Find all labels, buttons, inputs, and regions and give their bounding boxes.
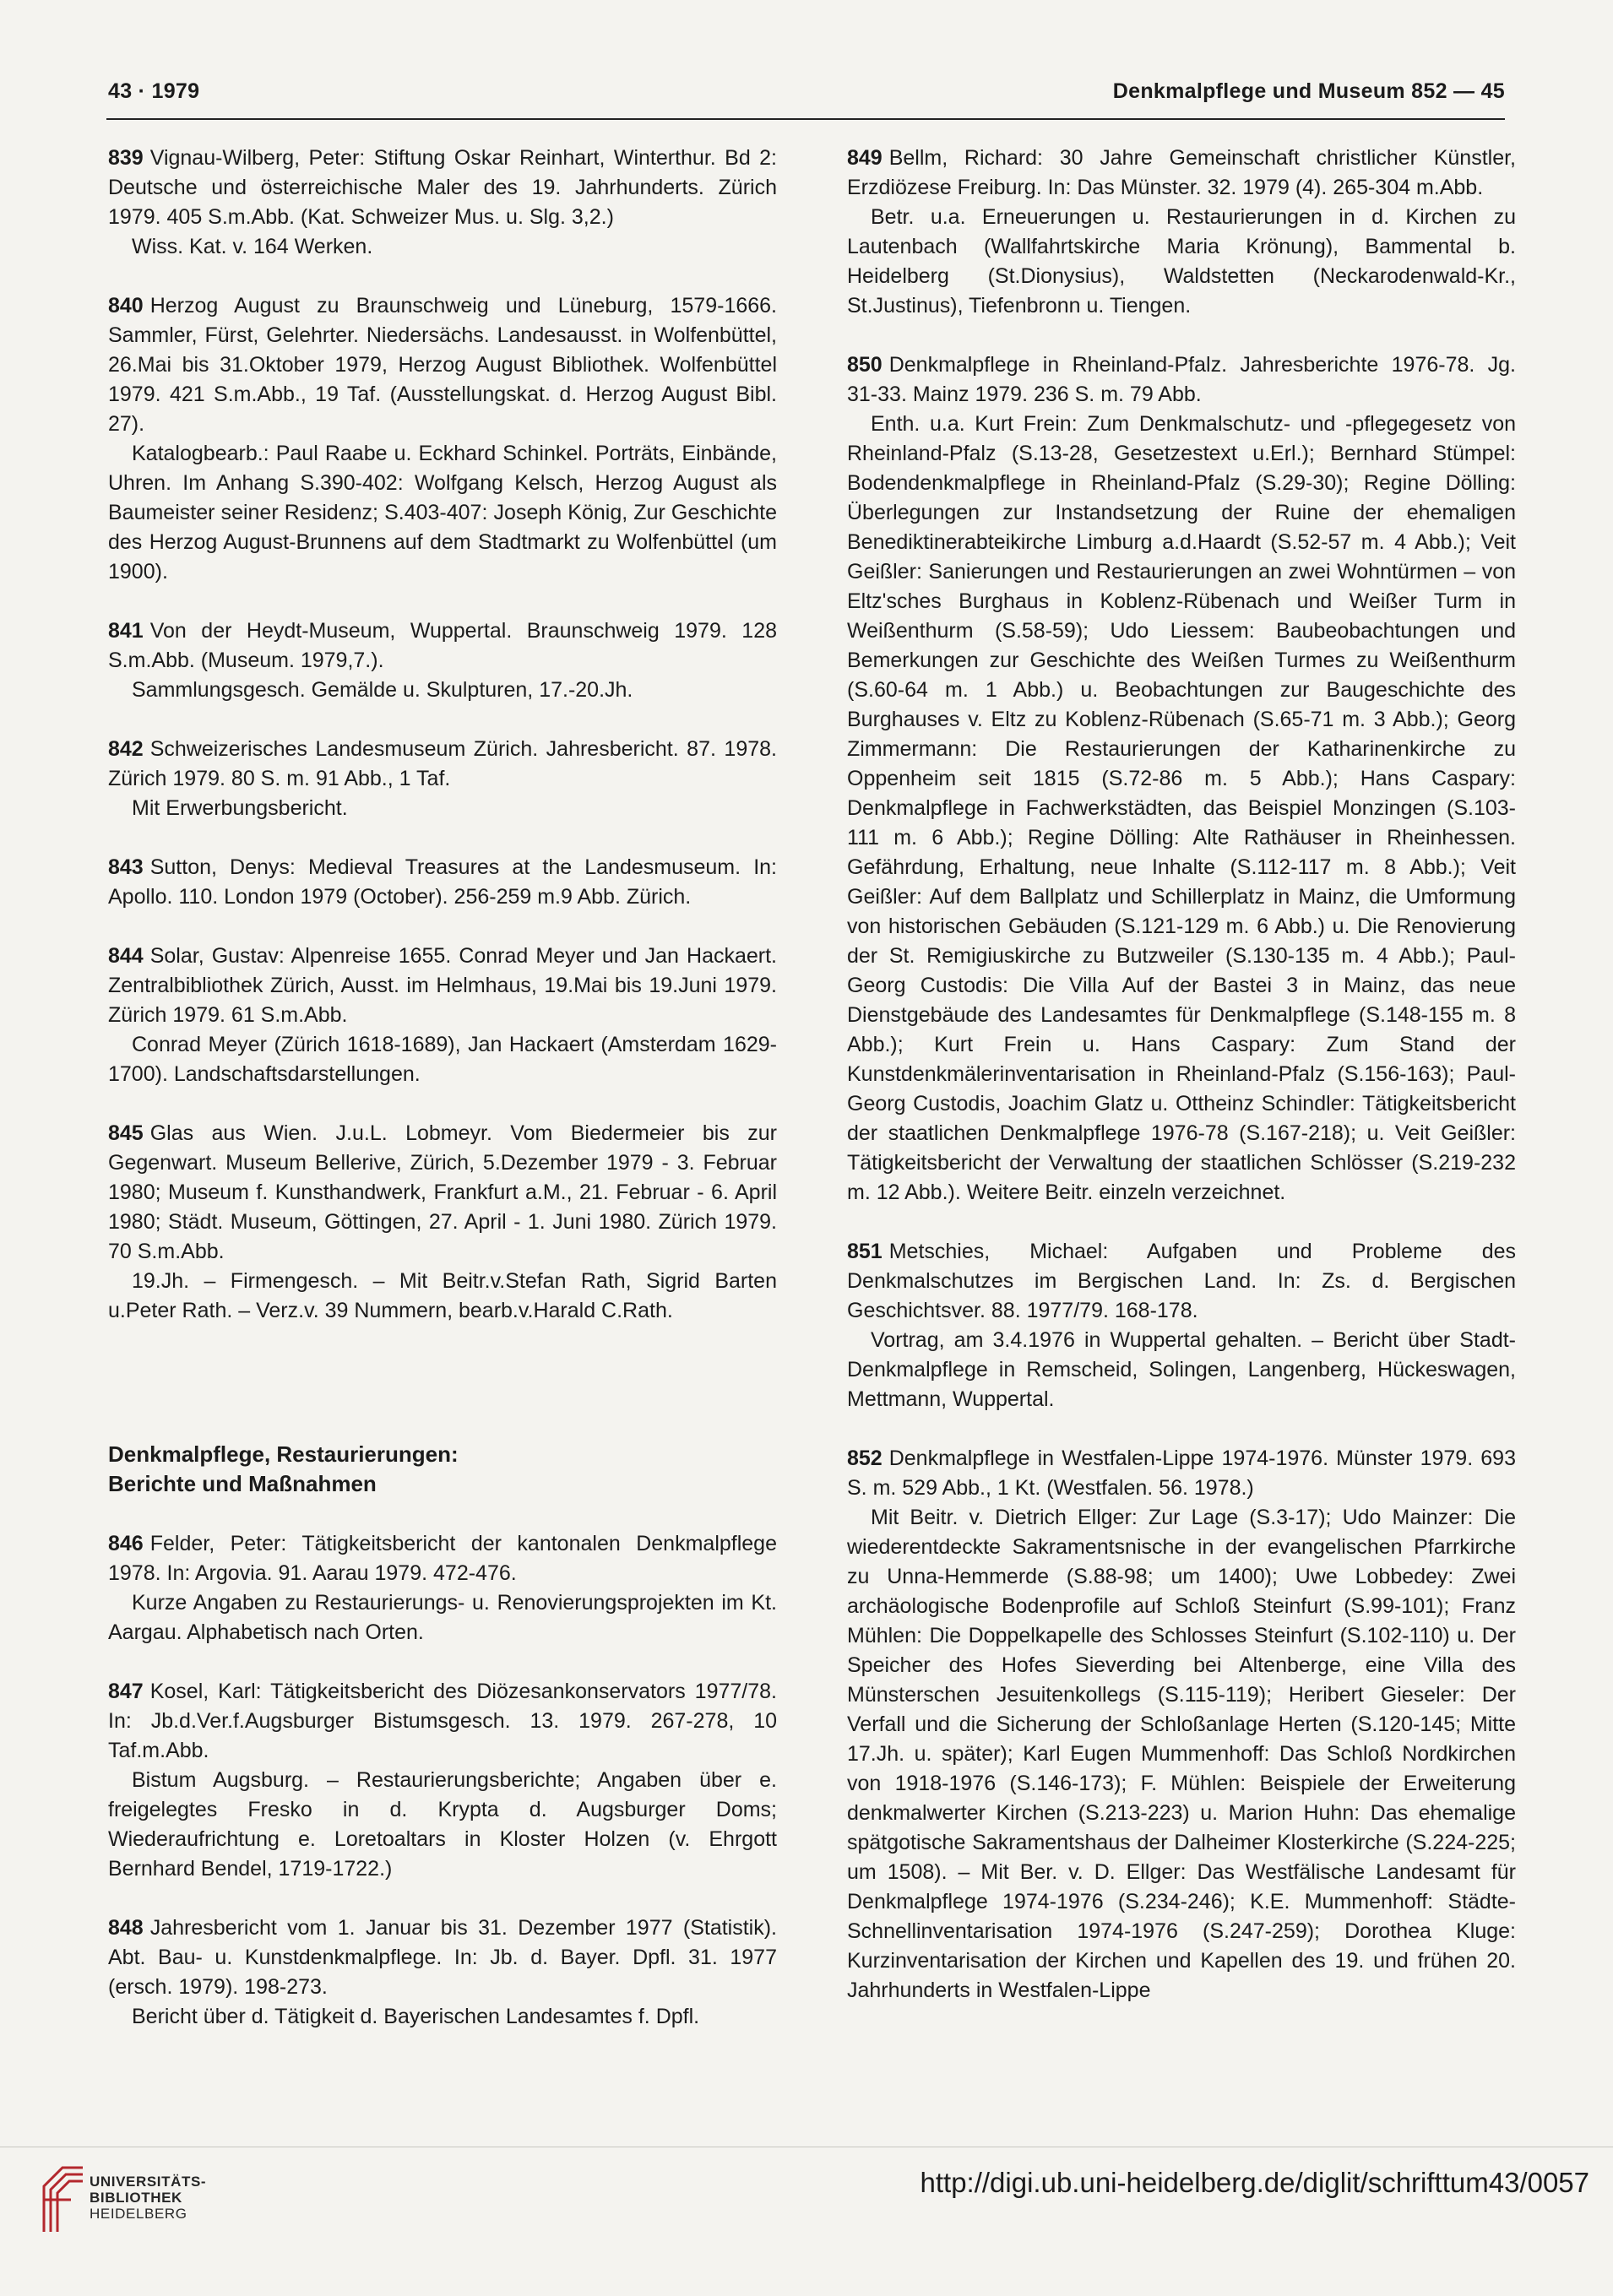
entry-citation [108, 1529, 777, 1588]
right-column [847, 144, 1516, 2035]
left-entries-top [108, 144, 777, 1326]
entry-text: Solar, Gustav: Alpenreise 1655. Conrad Meyer und Jan Hackaert. Zentralbibliothek Zürich, Ausst. im Helmhaus, 19.Mai bis 19.Juni 1979. Zürich 1979. 61 S.m.Abb. [108, 944, 777, 1027]
entry-text: Von der Heydt-Museum, Wuppertal. Braunschweig 1979. 128 S.m.Abb. (Museum. 1979,7.). [108, 619, 777, 672]
library-name-line-3: HEIDELBERG [90, 2206, 187, 2222]
entry-annotation: Bistum Augsburg. – Restaurierungsberichte; Angaben über e. freigelegtes Fresko in d. Krypta d. Augsburger Doms; Wiederaufrichtung e. Loretoaltars in Kloster Holzen (v. Ehrgott Bernhard Bendel, 1719-1722.) [108, 1768, 777, 1881]
running-header-left: 43 · 1979 [108, 79, 200, 103]
entry-number: 847 [108, 1680, 144, 1703]
entry-number: 845 [108, 1121, 144, 1145]
entry-citation [108, 1677, 777, 1766]
header-rule [106, 118, 1505, 120]
section-heading-line-2: Berichte und Maßnahmen [108, 1471, 377, 1496]
entry-citation [108, 735, 777, 794]
entry-number: 852 [847, 1447, 883, 1470]
entry-number: 842 [108, 737, 144, 761]
entry-annotation: Wiss. Kat. v. 164 Werken. [132, 235, 373, 258]
entry-citation [108, 1119, 777, 1267]
entry-text: Herzog August zu Braunschweig und Lüneburg, 1579-1666. Sammler, Fürst, Gelehrter. Niedersächs. Landesausst. in Wolfenbüttel, 26.Mai bis 31.Oktober 1979, Herzog August Bibliothek. Wolfenbüttel 1979. 421 S.m.Abb., 19 Taf. (Ausstellungskat. d. Herzog August Bibl. 27). [108, 294, 777, 436]
entry-citation [108, 616, 777, 676]
left-entries-bottom [108, 1529, 777, 2032]
entry-number: 851 [847, 1240, 883, 1263]
entry-annotation: Katalogbearb.: Paul Raabe u. Eckhard Schinkel. Porträts, Einbände, Uhren. Im Anhang S.390-402: Wolfgang Kelsch, Herzog August als Baumeister seiner Residenz; S.403-407: Joseph König, Zur Geschichte des Herzog August-Brunnens auf dem Stadtmarkt zu Wolfenbüttel (um 1900). [108, 442, 777, 583]
entry-citation [108, 144, 777, 232]
entry-annotation: Enth. u.a. Kurt Frein: Zum Denkmalschutz- und -pflegegesetz von Rheinland-Pfalz (S.13-28, Gesetzestext u.Erl.); Bernhard Stümpel: Bodendenkmalpflege in Rheinland-Pfalz (S.29-30); Regine Dölling: Überlegungen zur Instandsetzung der Ruine der ehemaligen Benediktinerabteikirche Limburg a.d.Haardt (S.52-57 m. 4 Abb.); Veit Geißler: Sanierungen und Restaurierungen an zwei Wohntürmen – von Eltz'sches Burghaus in Koblenz-Rübenach und Weißer Turm in Weißenthurm (S.58-59); Udo Liessem: Baubeobachtungen und Bemerkungen zur Geschichte des Weißen Turmes zu Weißenthurm (S.60-64 m. 1 Abb.) u. Beobachtungen zur Baugeschichte des Burghauses v. Eltz zu Koblenz-Rübenach (S.65-71 m. 3 Abb.); Georg Zimmermann: Die Restaurierungen der Katharinenkirche zu Oppenheim seit 1815 (S.72-86 m. 5 Abb.); Hans Caspary: Denkmalpflege in Fachwerkstädten, das Beispiel Monzingen (S.103-111 m. 6 Abb.); Regine Dölling: Alte Rathäuser in Rheinhessen. Gefährdung, Erhaltung, neue Inhalte (S.112-117 m. 8 Abb.); Veit Geißler: Auf dem Ballplatz und Schillerplatz in Mainz, die Umformung von historischen Gebäuden (S.121-129 m. 6 Abb.) u. Die Renovierung der St. Remigiuskirche zu Butzweiler (S.130-135 m. 4 Abb.); Paul-Georg Custodis: Die Villa Auf der Bastei 3 in Mainz, das neue Dienstgebäude des Landesamtes für Denkmalpflege (S.148-155 m. 8 Abb.); Kurt Frein u. Hans Caspary: Zum Stand der Kunstdenkmälerinventarisation in Rheinland-Pfalz (S.156-163); Paul-Georg Custodis, Joachim Glatz u. Ottheinz Schindler: Tätigkeitsbericht der staatlichen Denkmalpflege 1976-78 (S.167-218); u. Veit Geißler: Tätigkeitsbericht der Verwaltung der staatlichen Schlösser (S.219-232 m. 12 Abb.). Weitere Beitr. einzeln verzeichnet. [847, 412, 1516, 1204]
entry-annotation: Kurze Angaben zu Restaurierungs- u. Renovierungsprojekten im Kt. Aargau. Alphabetisch nach Orten. [108, 1591, 777, 1644]
entry-text: Felder, Peter: Tätigkeitsbericht der kantonalen Denkmalpflege 1978. In: Argovia. 91. Aarau 1979. 472-476. [108, 1532, 777, 1585]
bibliography-entry [108, 942, 777, 1089]
library-name-line-2: BIBLIOTHEK [90, 2190, 182, 2206]
bibliography-entry [108, 1913, 777, 2032]
bibliography-entry [108, 144, 777, 262]
bibliography-entry [847, 144, 1516, 321]
entry-text: Schweizerisches Landesmuseum Zürich. Jahresbericht. 87. 1978. Zürich 1979. 80 S. m. 91 Abb., 1 Taf. [108, 737, 777, 790]
entry-number: 844 [108, 944, 144, 968]
bibliography-entry [108, 735, 777, 823]
entry-text: Vignau-Wilberg, Peter: Stiftung Oskar Reinhart, Winterthur. Bd 2: Deutsche und österreichische Maler des 19. Jahrhunderts. Zürich 1979. 405 S.m.Abb. (Kat. Schweizer Mus. u. Slg. 3,2.) [108, 146, 777, 229]
entry-number: 840 [108, 294, 144, 318]
entry-number: 850 [847, 353, 883, 377]
library-name-line-1: UNIVERSITÄTS- [90, 2174, 207, 2190]
bibliography-entry [108, 1677, 777, 1884]
running-header-right: Denkmalpflege und Museum 852 — 45 [1112, 79, 1505, 103]
entry-citation [847, 144, 1516, 203]
section-heading [108, 1440, 777, 1499]
entry-text: Denkmalpflege in Westfalen-Lippe 1974-1976. Münster 1979. 693 S. m. 529 Abb., 1 Kt. (Westfalen. 56. 1978.) [847, 1447, 1516, 1500]
entry-citation [108, 1913, 777, 2002]
entry-text: Kosel, Karl: Tätigkeitsbericht des Diözesankonservators 1977/78. In: Jb.d.Ver.f.Augsburger Bistumsgesch. 13. 1979. 267-278, 10 Taf.m.Abb. [108, 1680, 777, 1762]
entry-citation [108, 942, 777, 1030]
source-url-link[interactable]: http://digi.ub.uni-heidelberg.de/diglit/schrifttum43/0057 [920, 2167, 1589, 2198]
entry-text: Denkmalpflege in Rheinland-Pfalz. Jahresberichte 1976-78. Jg. 31-33. Mainz 1979. 236 S. m. 79 Abb. [847, 353, 1516, 406]
bibliography-entry [847, 1237, 1516, 1414]
entry-citation [108, 853, 777, 912]
entry-text: Sutton, Denys: Medieval Treasures at the Landesmuseum. In: Apollo. 110. London 1979 (October). 256-259 m.9 Abb. Zürich. [108, 855, 777, 909]
entry-annotation: Sammlungsgesch. Gemälde u. Skulpturen, 17.-20.Jh. [132, 678, 633, 702]
entry-number: 848 [108, 1916, 144, 1940]
entry-citation [108, 291, 777, 439]
entry-text: Metschies, Michael: Aufgaben und Probleme des Denkmalschutzes im Bergischen Land. In: Zs. d. Bergischen Geschichtsver. 88. 1977/79. 168-178. [847, 1240, 1516, 1322]
entry-number: 843 [108, 855, 144, 879]
bibliography-entry [847, 1444, 1516, 2006]
left-column [108, 144, 777, 2061]
entry-citation [847, 1237, 1516, 1326]
entry-annotation: Mit Erwerbungsbericht. [132, 796, 348, 820]
section-heading-line-1: Denkmalpflege, Restaurierungen: [108, 1441, 459, 1467]
entry-number: 849 [847, 146, 883, 170]
entry-annotation: Bericht über d. Tätigkeit d. Bayerischen Landesamtes f. Dpfl. [132, 2005, 700, 2028]
bibliography-entry [108, 1529, 777, 1647]
entry-text: Glas aus Wien. J.u.L. Lobmeyr. Vom Biedermeier bis zur Gegenwart. Museum Bellerive, Zürich, 5.Dezember 1979 - 3. Februar 1980; Museum f. Kunsthandwerk, Frankfurt a.M., 21. Februar - 6. April 1980; Städt. Museum, Göttingen, 27. April - 1. Juni 1980. Zürich 1979. 70 S.m.Abb. [108, 1121, 777, 1263]
entry-text: Bellm, Richard: 30 Jahre Gemeinschaft christlicher Künstler, Erzdiözese Freiburg. In: Das Münster. 32. 1979 (4). 265-304 m.Abb. [847, 146, 1516, 199]
library-name [90, 2174, 206, 2222]
bibliography-entry [108, 616, 777, 705]
entry-annotation: Conrad Meyer (Zürich 1618-1689), Jan Hackaert (Amsterdam 1629-1700). Landschaftsdarstellungen. [108, 1033, 777, 1086]
entry-number: 839 [108, 146, 144, 170]
entry-annotation: Mit Beitr. v. Dietrich Ellger: Zur Lage (S.3-17); Udo Mainzer: Die wiederentdeckte Sakramentsnische in der evangelischen Pfarrkirche zu Unna-Hemmerde (S.88-98; um 1400); Uwe Lobbedey: Zwei archäologische Bodenprofile auf Schloß Steinfurt (S.99-101); Franz Mühlen: Die Doppelkapelle des Schlosses Steinfurt (S.102-110) u. Der Speicher des Hofes Sieverding bei Altenberge, eine Villa des Münsterschen Jesuitenkollegs (S.115-119); Heribert Gieseler: Der Verfall und die Sicherung der Schloßanlage Herten (S.120-145; Mitte 17.Jh. u. später); Karl Eugen Mummenhoff: Das Schloß Nordkirchen von 1918-1976 (S.146-173); F. Mühlen: Beispiele der Erweiterung denkmalwerter Kirchen (S.213-223) u. Marion Huhn: Das ehemalige spätgotische Sakramentshaus der Dalheimer Klosterkirche (S.224-225; um 1508). – Mit Ber. v. D. Ellger: Das Westfälische Landesamt für Denkmalpflege 1974-1976 (S.234-246); K.E. Mummenhoff: Städte-Schnellinventarisation 1974-1976 (S.247-259); Dorothea Kluge: Kurzinventarisation der Kirchen und Kapellen des 19. und frühen 20. Jahrhunderts in Westfalen-Lippe [847, 1506, 1516, 2002]
right-entries [847, 144, 1516, 2006]
entry-annotation: Vortrag, am 3.4.1976 in Wuppertal gehalten. – Bericht über Stadt-Denkmalpflege in Remscheid, Solingen, Langenberg, Hückeswagen, Mettmann, Wuppertal. [847, 1328, 1516, 1411]
entry-citation [847, 1444, 1516, 1503]
entry-citation [847, 350, 1516, 410]
library-logo-icon [37, 2158, 90, 2235]
bibliography-entry [847, 350, 1516, 1208]
bibliography-entry [108, 1119, 777, 1326]
entry-number: 846 [108, 1532, 144, 1555]
entry-text: Jahresbericht vom 1. Januar bis 31. Dezember 1977 (Statistik). Abt. Bau- u. Kunstdenkmalpflege. In: Jb. d. Bayer. Dpfl. 31. 1977 (ersch. 1979). 198-273. [108, 1916, 777, 1999]
entry-number: 841 [108, 619, 144, 643]
bibliography-entry [108, 853, 777, 912]
entry-annotation: Betr. u.a. Erneuerungen u. Restaurierungen in d. Kirchen zu Lautenbach (Wallfahrtskirche Maria Krönung), Bammental b. Heidelberg (St.Dionysius), Waldstetten (Neckarodenwald-Kr., St.Justinus), Tiefenbronn u. Tiengen. [847, 205, 1516, 318]
bibliography-entry [108, 291, 777, 587]
entry-annotation: 19.Jh. – Firmengesch. – Mit Beitr.v.Stefan Rath, Sigrid Barten u.Peter Rath. – Verz.v. 39 Nummern, bearb.v.Harald C.Rath. [108, 1269, 777, 1322]
